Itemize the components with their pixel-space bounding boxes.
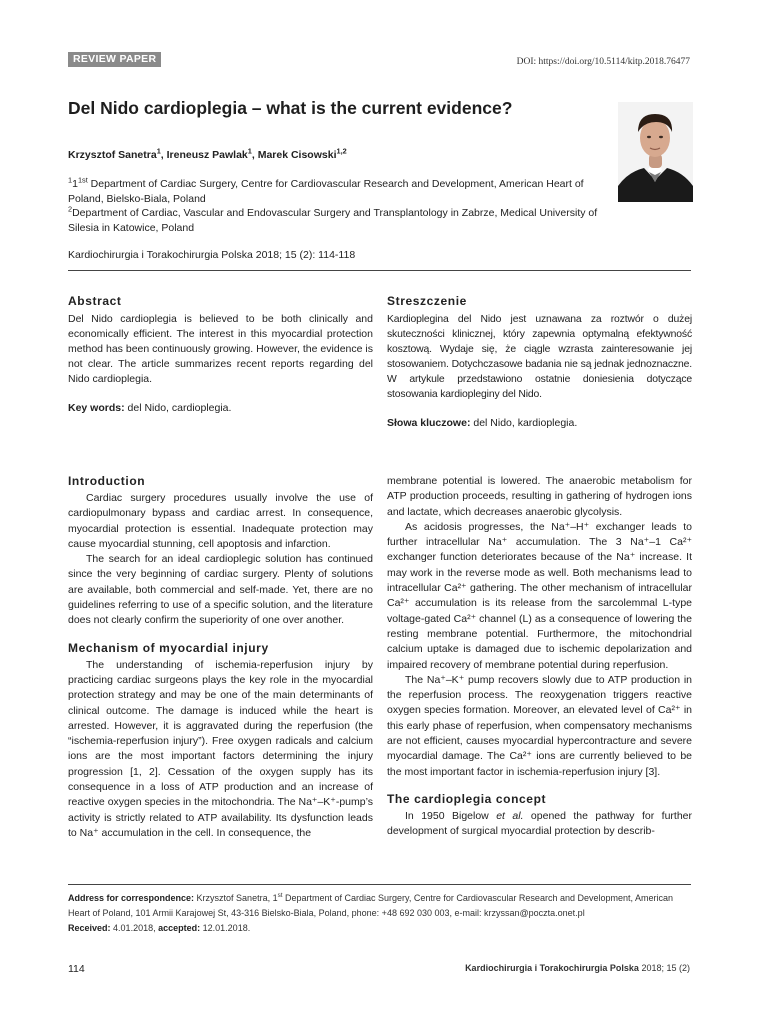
keywords-label: Key words: [68,402,125,414]
introduction-paragraph: Cardiac surgery procedures usually involve the use of cardiopulmonary bypass and cardiac arrest. In consequence, myocardial protection is essential. Inadequate protection may cause myocardial stunning, cell apoptosis and infarction. [68,492,373,550]
author-affiliation-mark: 1 [156,146,161,156]
author-portrait-photo [618,102,693,202]
page-number: 114 [68,963,85,975]
introduction-paragraph: The search for an ideal cardioplegic solution has continued since the very beginning of cardiac surgery. Plenty of solutions are available, both commercial and self-made. Yet, there are no guidelines referring to use of a specific solution, and the literature does not clearly confirm the superiority of one over another. [68,553,373,627]
journal-citation: Kardiochirurgia i Torakochirurgia Polska 2018; 15 (2): 114-118 [68,249,356,261]
keywords-text: del Nido, cardioplegia. [127,402,232,414]
footer-journal-name: Kardiochirurgia i Torakochirurgia Polska [465,963,639,973]
abstract-text: Del Nido cardioplegia is believed to be both clinically and economically efficient. The interest in this myocardial protection method has been continuously growing. However, the evidence is not clear. The article summarizes recent reports regarding del Nido cardioplegia. [68,313,373,385]
author-name: Krzysztof Sanetra [68,149,157,161]
introduction-heading: Introduction [68,474,146,488]
mechanism-heading: Mechanism of myocardial injury [68,640,269,655]
author-name: Marek Cisowski [257,149,337,161]
mechanism-paragraph-continued: membrane potential is lowered. The anaerobic metabolism for ATP production proceeds, resulting in gathering of hydrogen ions and lactate, which decreases anaerobic glycolysis. [387,475,692,518]
correspondence-footnote [68,891,693,936]
doi-link[interactable]: DOI: https://doi.org/10.5114/kitp.2018.76477 [516,57,690,67]
footnote-divider [68,884,691,885]
body-right-column [387,474,692,840]
received-accepted-dates: Received: 4.01.2018, accepted: 12.01.2018. [68,923,251,933]
affiliation-text: Department of Cardiac Surgery, Centre for Cardiovascular Research and Development, American Heart of Poland, Bielsko-Biala, Poland [68,178,584,205]
author-affiliation-mark: 1 [247,146,252,156]
header-divider [68,270,691,271]
body-left-column [68,474,373,841]
author-list: Krzysztof Sanetra$^1$, Ireneusz Pawlak$^1$, Marek Cisowski$^{1,2}$ [68,146,347,161]
abstract-section [68,294,373,416]
concept-paragraph: In 1950 Bigelow et al. opened the pathway for further development of surgical myocardial protection by describ- [387,809,692,838]
abstract-heading: Abstract [68,294,122,308]
author-portrait-icon [618,102,693,202]
author-name: Ireneusz Pawlak [166,149,248,161]
affiliation-2 [68,206,613,235]
keywords-pl-line [387,416,692,431]
article-type-badge: REVIEW PAPER [68,52,161,67]
received-label: Received: [68,923,111,933]
affiliation-mark: 1 [68,175,73,185]
keywords-pl-text: del Nido, kardioplegia. [473,417,578,429]
affiliation-ordinal: $1^{1st}$ [72,175,88,190]
affiliation-1 [68,177,613,206]
streszczenie-text: Kardioplegina del Nido jest uznawana za roztwór o dużej skuteczności klinicznej, który zapewnia optymalną efektywność kosztową. Wydaje się, że ciągle wzrasta zainteresowanie jej stosowaniem. Dotychczasowe badania nie są jednak jednoznaczne. W artykule przedstawiono ostatnie doniesienia dotyczące stosowania kardiopleginy del Nido. [387,314,692,400]
cardioplegia-concept-heading: The cardioplegia concept [387,791,547,806]
mechanism-paragraph: The Na⁺–K⁺ pump recovers slowly due to ATP production in the reperfusion process. The reoxygenation triggers reactive oxygen species formation. Moreover, an elevated level of Ca²⁺ in this early phase of reperfusion, when compensatory mechanisms are not efficient, causes myocardial hypercontracture and severe myocardial damage. The Ca²⁺ ions are currently believed to be the most important factor in ischemia-reperfusion injury [3]. [387,673,692,778]
mechanism-paragraph: As acidosis progresses, the Na⁺–H⁺ exchanger leads to further intracellular Na⁺ accumulation. The 3 Na⁺–1 Ca²⁺ exchanger function deteriorates because of the Na⁺ increase. It may work in the reverse mode as well. Both mechanisms lead to intracellular Ca²⁺ gathering. The other mechanism of intracellular Ca²⁺ accumulation is its release from the sarcolemmal L-type voltage-gated Ca²⁺ channel (L) as a consequence of lowering the resting membrane potential. Furthermore, the mitochondrial calcium uptake is damaged due to ischemic depolarization and impaired recovery of membrane potential during reperfusion. [387,520,692,671]
footer-journal [465,963,690,973]
correspondence-address: Address for correspondence: Krzysztof Sanetra, 1st Department of Cardiac Surgery, Centre for Cardiovascular Research and Development, American Heart of Poland, 101 Armii Karajowej St, 43-316 Bielsko-Biala, Poland, phone: +48 692 030 003, e-mail: krzyssan@poczta.onet.pl [68,892,674,918]
streszczenie-section [387,294,692,431]
affiliation-mark: 2 [68,204,73,214]
footer-journal-issue: 2018; 15 (2) [638,963,690,973]
keywords-pl-label: Słowa kluczowe: [387,417,471,429]
citation-et-al: et al. [496,809,524,822]
accepted-label: accepted: [158,923,201,933]
keywords-line [68,401,373,416]
author-affiliation-mark: 1,2 [336,146,347,156]
streszczenie-heading: Streszczenie [387,294,467,308]
article-title: Del Nido cardioplegia – what is the current evidence? [68,98,513,118]
affiliation-text: Department of Cardiac, Vascular and Endovascular Surgery and Transplantology in Zabrze, Medical University of Silesia in Katowice, Poland [68,207,598,234]
mechanism-paragraph: The understanding of ischemia-reperfusion injury by practicing cardiac surgeons plays the key role in the myocardial protection strategy and may be one of the main determinants of clinical outcome. The damage is induced while the heart is arrested. However, it is aggravated during the reperfusion (the “ischemia-reperfusion injury”). Free oxygen radicals and calcium ions are the most important factors determining the injury progression [1, 2]. Cessation of the oxygen supply has its consequence in a loss of ATP production and an increase of reactive oxygen species in the mitochondria. The Na⁺–K⁺-pump’s activity is strictly related to ATP availability. Its dysfunction leads to Na⁺ accumulation in the cell. In consequence, the [68,658,373,839]
address-label: Address for correspondence: [68,893,195,903]
